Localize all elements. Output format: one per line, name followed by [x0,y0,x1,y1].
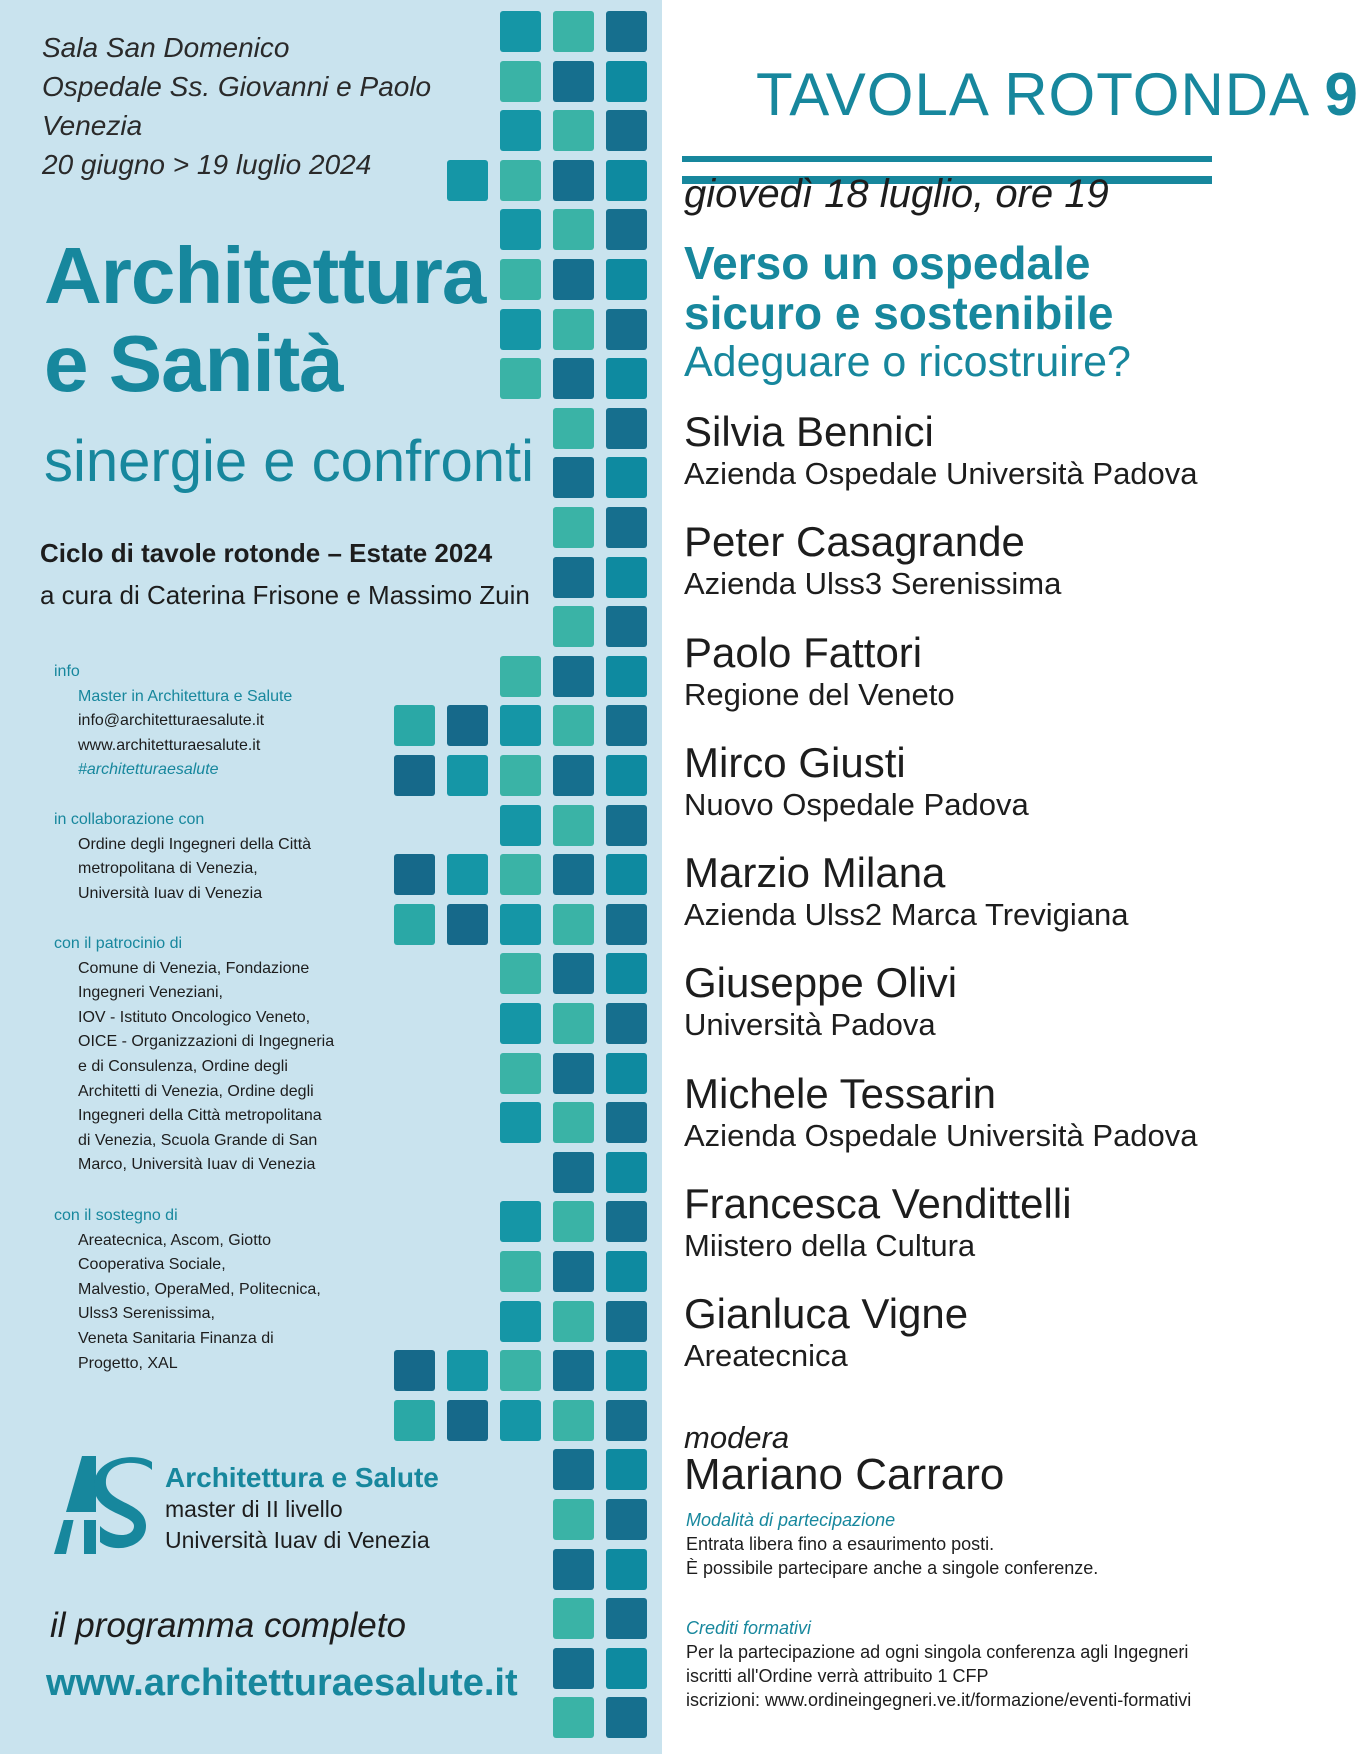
info-section [54,932,384,1178]
decorative-tile [606,1102,647,1143]
decorative-tile [394,1400,435,1441]
decorative-tile [606,1201,647,1242]
decorative-tile [606,507,647,548]
decorative-tile [553,854,594,895]
decorative-tile [606,1003,647,1044]
decorative-tile [500,953,541,994]
decorative-tile [606,1301,647,1342]
decorative-tile [553,904,594,945]
info-line: Ulss3 Serenissima, [78,1305,215,1323]
info-line: Veneta Sanitaria Finanza di [78,1329,274,1347]
decorative-tile [500,11,541,52]
decorative-tile [553,755,594,796]
logo-text [165,1462,439,1556]
decorative-tile [500,160,541,201]
info-line: Master in Architettura e Salute [78,687,293,705]
venue-dates: 20 giugno > 19 luglio 2024 [42,149,372,180]
info-line: Progetto, XAL [78,1354,178,1372]
decorative-tile [606,1697,647,1738]
decorative-tile [553,1598,594,1639]
speaker [684,629,1198,739]
speaker-name: Paolo Fattori [684,628,923,676]
decorative-tile [606,309,647,350]
decorative-tile [606,1053,647,1094]
speaker [684,408,1198,518]
decorative-tile [447,755,488,796]
speaker-name: Giuseppe Olivi [684,959,958,1007]
credits-block [686,1616,1216,1712]
decorative-tile [553,805,594,846]
round-table-number: 9 [1324,61,1359,128]
info-line: Università Iuav di Venezia [78,884,263,902]
decorative-tile [553,1201,594,1242]
venue-hospital: Ospedale Ss. Giovanni e Paolo [42,71,432,102]
speaker-organization: Miistero della Cultura [684,1228,976,1264]
main-title-line2: e Sanità [44,319,343,408]
decorative-tile [606,904,647,945]
decorative-tile [606,1449,647,1490]
decorative-tile [500,1400,541,1441]
speaker-organization: Università Padova [684,1007,936,1043]
decorative-tile [606,1400,647,1441]
decorative-tile [553,557,594,598]
venue-city: Venezia [42,110,143,141]
decorative-tile [500,854,541,895]
decorative-tile [606,457,647,498]
logo-subtitle-2: Università Iuav di Venezia [165,1527,430,1553]
credits-line: iscritti all'Ordine verrà attribuito 1 CFP [686,1666,989,1686]
decorative-tile [606,259,647,300]
talk-subtitle: Adeguare o ricostruire? [684,338,1131,386]
decorative-tile [606,953,647,994]
decorative-tile [500,61,541,102]
participation-line: È possibile partecipare anche a singole conferenze. [686,1558,1099,1578]
decorative-tile [606,408,647,449]
decorative-tile [553,656,594,697]
decorative-tile [447,904,488,945]
decorative-tile [500,309,541,350]
speaker-name: Silvia Bennici [684,408,934,455]
speaker-name: Marzio Milana [684,849,946,897]
decorative-tile [394,755,435,796]
speaker [684,1290,1198,1400]
decorative-tile [553,1102,594,1143]
decorative-tile [553,259,594,300]
decorative-tile [553,1648,594,1689]
decorative-tile [553,1251,594,1292]
decorative-tile [553,1003,594,1044]
info-line: Areatecnica, Ascom, Giotto [78,1231,271,1249]
decorative-tile [553,358,594,399]
info-line: Malvestio, OperaMed, Politecnica, [78,1280,321,1298]
decorative-tile [606,11,647,52]
decorative-tile [553,61,594,102]
architettura-salute-logo [54,1456,154,1556]
speaker-organization: Areatecnica [684,1338,848,1374]
decorative-tile [500,110,541,151]
main-subtitle: sinergie e confronti [44,429,535,494]
decorative-tile [447,705,488,746]
decorative-tile [500,1102,541,1143]
participation-heading: Modalità di partecipazione [686,1510,896,1530]
decorative-tile [606,1499,647,1540]
speaker-name: Francesca Vendittelli [684,1180,1072,1228]
decorative-tile [553,953,594,994]
info-line: info@architetturaesalute.it [78,712,265,730]
decorative-tile [553,1301,594,1342]
speaker-organization: Regione del Veneto [684,676,955,712]
info-section [54,808,384,906]
decorative-tile [553,1350,594,1391]
decorative-tile [606,656,647,697]
info-section-heading: con il sostegno di [54,1207,178,1224]
decorative-tile [500,1251,541,1292]
logo-title: Architettura e Salute [165,1462,439,1493]
main-title-line1: Architettura [44,231,486,320]
info-line: di Venezia, Scuola Grande di San [78,1131,318,1149]
round-table-header [756,60,1359,129]
logo-subtitle-1: master di II livello [165,1496,343,1522]
speaker [684,959,1198,1069]
speaker [684,1070,1198,1180]
decorative-tile [553,11,594,52]
main-title [44,232,485,408]
decorative-tile [553,1053,594,1094]
decorative-tile [447,854,488,895]
info-line: Marco, Università Iuav di Venezia [78,1156,316,1174]
header-rule-top [682,156,1212,162]
credits-line: iscrizioni: www.ordineingegneri.ve.it/formazione/eventi-formativi [686,1690,1192,1710]
decorative-tile [606,1350,647,1391]
decorative-tile [553,408,594,449]
decorative-tile [500,1003,541,1044]
info-line: Comune di Venezia, Fondazione [78,959,310,977]
decorative-tile [500,755,541,796]
speaker-organization: Azienda Ulss3 Serenissima [684,566,1062,602]
info-line: metropolitana di Venezia, [78,860,258,878]
decorative-tile [553,1697,594,1738]
round-table-label: TAVOLA ROTONDA [756,61,1307,128]
decorative-tile [553,606,594,647]
decorative-tile [606,1251,647,1292]
speaker [684,849,1198,959]
decorative-tile [606,209,647,250]
info-line: Ingegneri Veneziani, [78,984,223,1002]
decorative-tile [394,705,435,746]
decorative-tile [500,1301,541,1342]
decorative-tile [553,160,594,201]
speaker-organization: Nuovo Ospedale Padova [684,786,1029,822]
decorative-tile [553,507,594,548]
moderator-name: Mariano Carraro [684,1450,1005,1499]
decorative-tile [553,309,594,350]
participation-block [686,1508,1216,1580]
decorative-tile [500,1350,541,1391]
decorative-tile [553,457,594,498]
decorative-tile [500,1053,541,1094]
decorative-tile [606,1549,647,1590]
curators: a cura di Caterina Frisone e Massimo Zuin [40,580,530,610]
decorative-tile [394,904,435,945]
info-line: www.architetturaesalute.it [78,736,261,754]
decorative-tile [394,1350,435,1391]
decorative-tile [606,805,647,846]
decorative-tile [606,1152,647,1193]
info-line: Cooperativa Sociale, [78,1256,226,1274]
decorative-tile [447,1350,488,1391]
credits-line: Per la partecipazione ad ogni singola conferenza agli Ingegneri [686,1642,1189,1662]
decorative-tile [553,1400,594,1441]
speaker [684,739,1198,849]
info-line: e di Consulenza, Ordine degli [78,1057,288,1075]
info-section [54,660,384,783]
info-line: IOV - Istituto Oncologico Veneto, [78,1008,311,1026]
speaker-name: Mirco Giusti [684,738,906,786]
decorative-tile [606,358,647,399]
speaker-organization: Azienda Ospedale Università Padova [684,456,1198,491]
info-section-heading: in collaborazione con [54,811,205,828]
decorative-tile [606,705,647,746]
info-line: OICE - Organizzazioni di Ingegneria [78,1033,335,1051]
speaker-name: Peter Casagrande [684,518,1025,566]
speaker-name: Gianluca Vigne [684,1290,969,1338]
decorative-tile [606,1598,647,1639]
decorative-tile [447,1400,488,1441]
info-line: Ingegneri della Città metropolitana [78,1107,322,1125]
talk-title [684,238,1113,338]
decorative-tile [606,61,647,102]
info-section-heading: con il patrocinio di [54,935,183,952]
participation-line: Entrata libera fino a esaurimento posti. [686,1534,995,1554]
decorative-tile [606,854,647,895]
decorative-tile [606,606,647,647]
venue-block [42,28,431,184]
speaker-organization: Azienda Ospedale Università Padova [684,1117,1198,1153]
decorative-tile [500,259,541,300]
cycle-title: Ciclo di tavole rotonde – Estate 2024 [40,538,493,568]
credits-heading: Crediti formativi [686,1618,812,1638]
speaker-list [684,408,1198,1401]
decorative-tile [553,1449,594,1490]
decorative-tile [500,805,541,846]
decorative-tile [553,209,594,250]
decorative-tile [606,160,647,201]
decorative-tile [500,656,541,697]
decorative-tile [553,1499,594,1540]
speaker [684,518,1198,628]
speaker-name: Michele Tessarin [684,1069,997,1117]
decorative-tile [606,110,647,151]
decorative-tile [553,705,594,746]
event-date: giovedì 18 luglio, ore 19 [684,172,1109,216]
info-section-heading: info [54,663,80,680]
decorative-tile [500,209,541,250]
moderator-label: modera [684,1420,790,1455]
program-url-link[interactable]: www.architetturaesalute.it [46,1662,518,1704]
info-line: #architetturaesalute [78,761,219,779]
decorative-tile [500,705,541,746]
decorative-tile [447,160,488,201]
decorative-tile [606,755,647,796]
decorative-tile [606,1648,647,1689]
decorative-tile [553,1549,594,1590]
decorative-tile [553,110,594,151]
program-label: il programma completo [50,1606,406,1645]
decorative-tile [606,557,647,598]
decorative-tile [553,1152,594,1193]
venue-hall: Sala San Domenico [42,32,290,63]
speaker [684,1180,1198,1290]
talk-title-line1: Verso un ospedale [684,237,1091,289]
speaker-organization: Azienda Ulss2 Marca Trevigiana [684,897,1129,933]
info-line: Ordine degli Ingegneri della Città [78,835,312,853]
decorative-tile [500,358,541,399]
info-section [54,1204,384,1376]
decorative-tile [500,904,541,945]
info-line: Architetti di Venezia, Ordine degli [78,1082,314,1100]
talk-title-line2: sicuro e sostenibile [684,287,1114,339]
decorative-tile [500,1201,541,1242]
decorative-tile [394,854,435,895]
